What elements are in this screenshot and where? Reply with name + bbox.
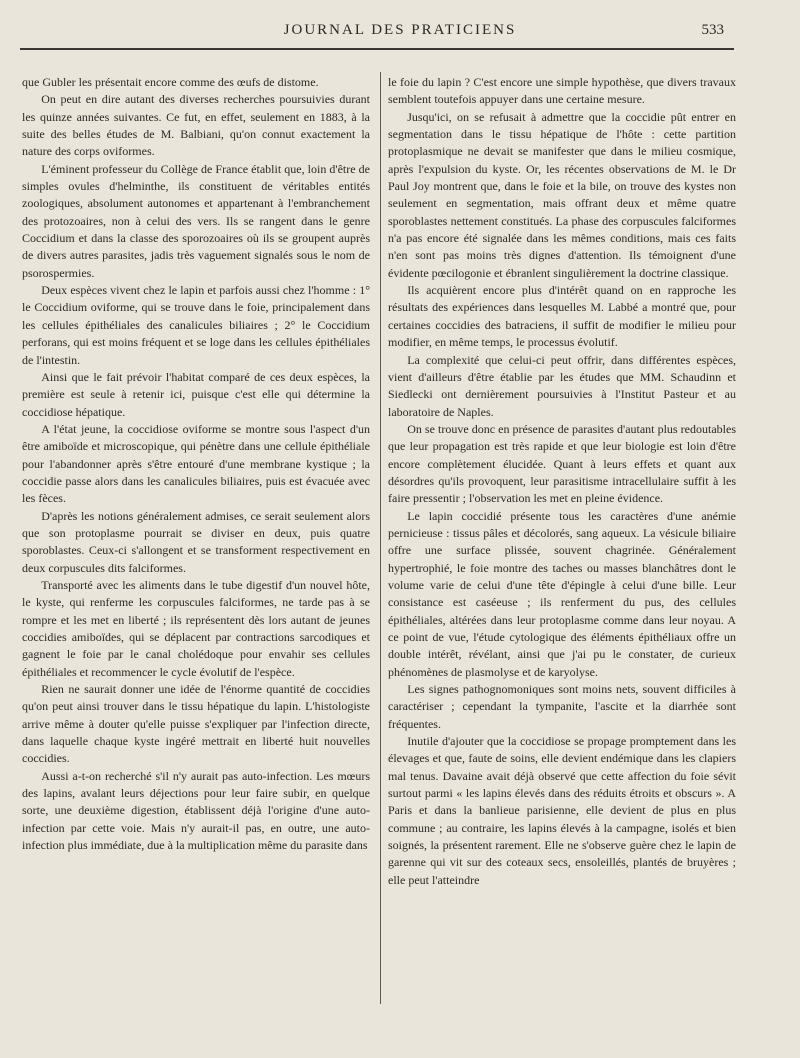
- paragraph: Le lapin coccidié présente tous les caractères d'une anémie pernicieuse : tissus pâles et décolorés, sang aqueux. La vésicule biliaire offre une surface plissée, souvent chagrinée. Généralement hypertrophié, le foie montre des taches ou masses blanchâtres dont le volume varie de celui d'une tête d'épingle à celui d'une bille. Leur consistance est caséeuse ; ils renferment du pus, des cellules épithéliales, altérées dans leur protoplasme comme dans leur noyau. A ce point de vue, l'étude cytologique des éléments épithéliaux offre un double intérêt, révélant, ainsi que j'ai pu le constater, de curieux phénomènes de plasmolyse et de karyolyse.: [388, 508, 736, 679]
- paragraph: Aussi a-t-on recherché s'il n'y aurait pas auto-infection. Les mœurs des lapins, avalant leurs déjections pour leur faire subir, en quelque sorte, une deuxième digestion, établissent déjà l'origine d'une auto-infection par cette voie. Mais n'y aurait-il pas, en outre, une auto-infection plus immédiate, due à la multiplication même du parasite dans: [22, 768, 370, 853]
- right-column: [388, 74, 736, 889]
- paragraph: Ils acquièrent encore plus d'intérêt quand on en rapproche les résultats des expériences dans lesquelles M. Labbé a montré que, pour certaines coccidies des batraciens, il suffit de modifier le milieu pour modifier, en même temps, le processus évolutif.: [388, 283, 736, 350]
- paragraph: Les signes pathognomoniques sont moins nets, souvent difficiles à caractériser ; cependant la tympanite, l'ascite et la diarrhée sont fréquentes.: [388, 682, 736, 731]
- page-header: [0, 22, 800, 42]
- paragraph: La complexité que celui-ci peut offrir, dans différentes espèces, vient d'ailleurs d'être établie par les études que MM. Schaudinn et Siedlecki ont dernièrement poursuivies à l'Institut Pasteur et au laboratoire de Naples.: [388, 352, 736, 419]
- left-column: [22, 74, 370, 854]
- paragraph: le foie du lapin ? C'est encore une simple hypothèse, que divers travaux semblent toutefois appuyer dans une certaine mesure.: [388, 75, 736, 107]
- paragraph: que Gubler les présentait encore comme des œufs de distome.: [22, 75, 319, 89]
- paragraph: On se trouve donc en présence de parasites d'autant plus redoutables que leur propagation est très rapide et que leur biologie est loin d'être encore complètement élucidée. Quant à leurs effets et quant aux désordres qu'ils provoquent, leur parasitisme intracellulaire suffit à les faire pressentir ; l'observation les met en pleine évidence.: [388, 421, 736, 506]
- header-rule: [20, 48, 734, 50]
- paragraph: A l'état jeune, la coccidiose oviforme se montre sous l'aspect d'un être amiboïde et microscopique, qui pénètre dans une cellule épithéliale pour l'abandonner après s'être entouré d'une membrane kystique ; la coccidie passe alors dans les canalicules biliaires, puis est évacuée avec les fèces.: [22, 421, 370, 506]
- paragraph: Jusqu'ici, on se refusait à admettre que la coccidie pût entrer en segmentation dans le tissu hépatique de l'hôte : cette partition protoplasmique ne devait se manifester que dans le milieu cosmique, après l'expulsion du kyste. Or, les récentes observations de M. le Dr Paul Joy montrent que, dans le foie et la bile, on trouve des kystes non seulement en segmentation, mais offrant deux et même quatre sporoblastes nettement constitués. La phase des corpuscules falciformes n'a pas encore été signalée dans les mêmes conditions, mais ces faits n'en sont pas moins très dignes d'attention. Ils témoignent d'une évidente pœcilogonie et ébranlent singulièrement la doctrine classique.: [388, 109, 736, 280]
- page-number: 533: [701, 22, 724, 38]
- journal-title: JOURNAL DES PRATICIENS: [283, 22, 517, 38]
- paragraph: Transporté avec les aliments dans le tube digestif d'un nouvel hôte, le kyste, qui renferme les corpuscules falciformes, ne tarde pas à se rompre et les met en liberté ; ils représentent dès lors autant de jeunes coccidies amiboïdes, qui se déplacent par contractions sarcodiques et gagnent le foie par le canal cholédoque pour envahir ses cellules épithéliales et recommencer le cycle évolutif de l'espèce.: [22, 577, 370, 679]
- paragraph: D'après les notions généralement admises, ce serait seulement alors que son protoplasme pourrait se diviser en deux, puis quatre sporoblastes. Ceux-ci s'allongent et se transforment respectivement en deux corpuscules dits falciformes.: [22, 508, 370, 575]
- paragraph: On peut en dire autant des diverses recherches poursuivies durant les quinze années suivantes. Ce fut, en effet, seulement en 1883, à la suite des belles études de M. Balbiani, qu'on connut exactement la nature des corps oviformes.: [22, 92, 370, 159]
- paragraph: Inutile d'ajouter que la coccidiose se propage promptement dans les élevages et que, faute de soins, elle devient endémique dans les clapiers mal tenus. Davaine avait déjà observé que cette affection du foie sévit surtout parmi « les lapins élevés dans des réduits étroits et obscurs ». A Paris et dans la banlieue parisienne, elle devient de plus en plus commune ; au contraire, les lapins élevés à la campagne, isolés et bien soignés, la présentent rarement. Elle ne s'observe guère chez le lapin de garenne qui vit sur des coteaux secs, ensoleillés, plantés de bruyères ; elle peut l'atteindre: [388, 734, 736, 887]
- paragraph: Rien ne saurait donner une idée de l'énorme quantité de coccidies qu'on peut ainsi trouver dans le tissu hépatique du lapin. L'histologiste arrive même à douter qu'elle puisse s'expliquer par l'infection directe, dans laquelle chaque kyste ingéré mettrait en liberté huit nouvelles coccidies.: [22, 682, 370, 766]
- paragraph: Deux espèces vivent chez le lapin et parfois aussi chez l'homme : 1° le Coccidium oviforme, qui se trouve dans le foie, principalement dans les cellules épithéliales des canalicules biliaires ; 2° le Coccidium perforans, qui est moins fréquent et se loge dans les cellules épithéliales de l'intestin.: [22, 283, 370, 367]
- paragraph: Ainsi que le fait prévoir l'habitat comparé de ces deux espèces, la première est seule à retenir ici, puisque c'est elle qui détermine la coccidiose hépatique.: [22, 369, 370, 419]
- paragraph: L'éminent professeur du Collège de France établit que, loin d'être de simples ovules d'helminthe, ils constituent de véritables entités zoologiques, absolument autonomes et appartenant à l'embranchement des protozoaires, non à celui des vers. Ils se rangent dans le genre Coccidium et dans la classe des sporozoaires où ils se groupent auprès de divers autres parasites, jadis très vaguement signalés sous le nom de psorospermies.: [22, 161, 370, 280]
- column-divider: [380, 72, 381, 1004]
